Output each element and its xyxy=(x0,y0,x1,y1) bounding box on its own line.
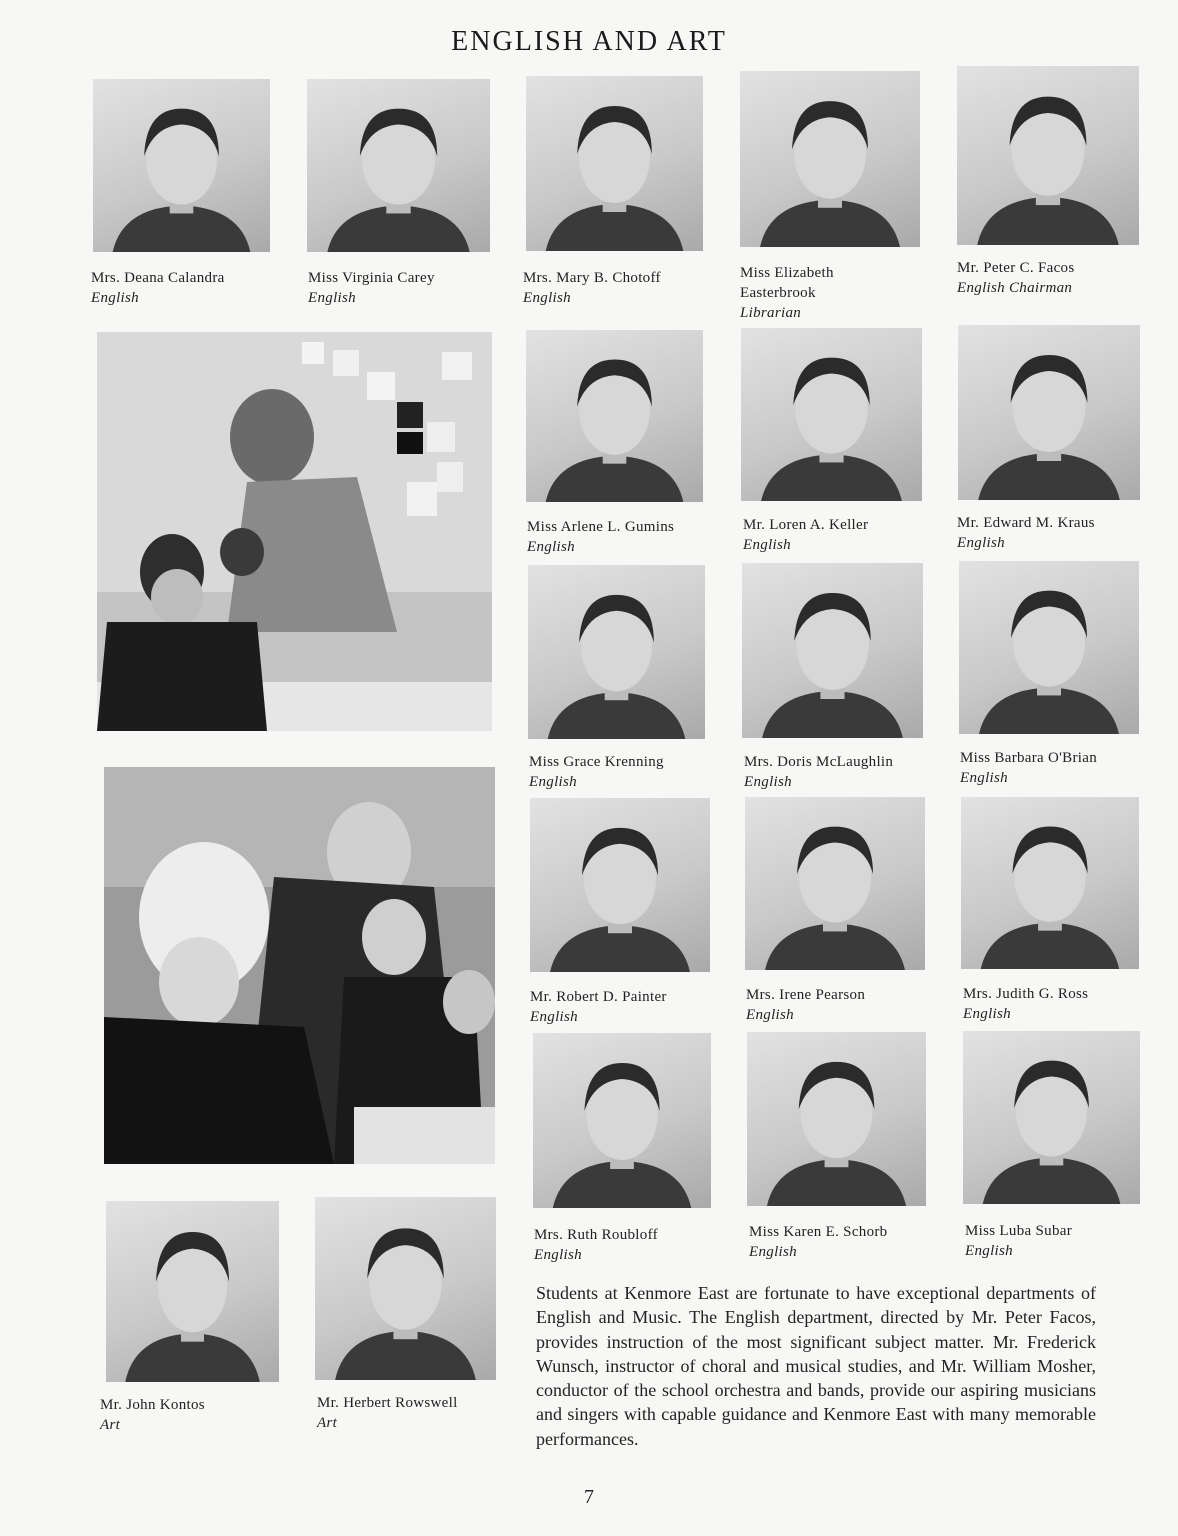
faculty-name: Miss Grace Krenning xyxy=(529,754,664,770)
portrait-photo xyxy=(959,561,1139,734)
portrait-photo xyxy=(106,1201,279,1382)
faculty-role: English xyxy=(963,1006,1011,1022)
portrait-photo xyxy=(93,79,270,252)
faculty-name: Miss Arlene L. Gumins xyxy=(527,519,675,535)
faculty-caption xyxy=(743,515,868,555)
faculty-role: English xyxy=(746,1007,794,1023)
faculty-name: Mr. Loren A. Keller xyxy=(743,517,869,533)
faculty-caption xyxy=(963,984,1088,1024)
faculty-name: Mrs. Mary B. Chotoff xyxy=(523,270,661,286)
faculty-caption xyxy=(957,513,1095,553)
faculty-role: Art xyxy=(100,1417,121,1433)
portrait-photo xyxy=(307,79,490,252)
portrait-photo xyxy=(526,76,703,251)
faculty-caption xyxy=(529,752,664,792)
portrait-photo xyxy=(963,1031,1140,1204)
portrait-photo xyxy=(961,797,1139,969)
faculty-name: Mr. John Kontos xyxy=(100,1397,205,1413)
faculty-caption xyxy=(534,1225,658,1265)
faculty-role: English xyxy=(749,1244,797,1260)
faculty-role: English xyxy=(527,539,575,555)
faculty-role: English xyxy=(960,770,1008,786)
faculty-caption xyxy=(957,258,1074,298)
portrait-photo xyxy=(745,797,925,970)
faculty-role: English xyxy=(529,774,577,790)
faculty-name: Mr. Peter C. Facos xyxy=(957,260,1075,276)
portrait-photo xyxy=(957,66,1139,245)
faculty-caption xyxy=(744,752,893,792)
faculty-caption xyxy=(100,1395,205,1435)
faculty-role: Librarian xyxy=(740,305,802,321)
classroom-candid-photo xyxy=(97,332,492,731)
portrait-photo xyxy=(747,1032,926,1206)
faculty-name: Mrs. Judith G. Ross xyxy=(963,986,1089,1002)
faculty-role: English xyxy=(91,290,139,306)
faculty-name: Mr. Herbert Rowswell xyxy=(317,1395,458,1411)
faculty-role: English xyxy=(534,1247,582,1263)
faculty-caption xyxy=(317,1393,458,1433)
portrait-photo xyxy=(315,1197,496,1380)
faculty-role: English xyxy=(308,290,356,306)
faculty-name: Mrs. Irene Pearson xyxy=(746,987,866,1003)
portrait-photo xyxy=(528,565,705,739)
page-title: ENGLISH AND ART xyxy=(451,26,727,57)
faculty-name: Mr. Edward M. Kraus xyxy=(957,515,1095,531)
faculty-name: Mrs. Deana Calandra xyxy=(91,270,225,286)
faculty-caption xyxy=(740,263,900,323)
classroom-candid-photo xyxy=(104,767,495,1164)
faculty-caption xyxy=(960,748,1097,788)
portrait-photo xyxy=(740,71,920,247)
portrait-photo xyxy=(533,1033,711,1208)
faculty-caption xyxy=(530,987,667,1027)
faculty-caption xyxy=(746,985,865,1025)
faculty-caption xyxy=(527,517,674,557)
faculty-role: English xyxy=(744,774,792,790)
faculty-name: Miss Luba Subar xyxy=(965,1223,1072,1239)
faculty-name: Mrs. Doris McLaughlin xyxy=(744,754,894,770)
department-description: Students at Kenmore East are fortunate to have exceptional departments of English and Music. The English department, directed by Mr. Peter Facos, provides instruction of the most significant subject matter. Mr. Frederick Wunsch, instructor of choral and musical studies, and Mr. William Mosher, conductor of the school orchestra and bands, provide our aspiring musicians and singers with capable guidance and Kenmore East with many memorable performances. xyxy=(536,1283,1096,1449)
faculty-role: English xyxy=(965,1243,1013,1259)
faculty-caption xyxy=(308,268,435,308)
faculty-role: English Chairman xyxy=(957,280,1073,296)
faculty-name: Miss Virginia Carey xyxy=(308,270,435,286)
faculty-name: Mrs. Ruth Roubloff xyxy=(534,1227,658,1243)
portrait-photo xyxy=(741,328,922,501)
faculty-name: Mr. Robert D. Painter xyxy=(530,989,667,1005)
faculty-role: Art xyxy=(317,1415,338,1431)
faculty-name: Miss Barbara O'Brian xyxy=(960,750,1098,766)
faculty-role: English xyxy=(957,535,1005,551)
faculty-name: Miss Elizabeth Easterbrook xyxy=(740,265,834,301)
faculty-role: English xyxy=(523,290,571,306)
faculty-role: English xyxy=(530,1009,578,1025)
portrait-photo xyxy=(530,798,710,972)
portrait-photo xyxy=(742,563,923,738)
faculty-name: Miss Karen E. Schorb xyxy=(749,1224,888,1240)
faculty-caption xyxy=(749,1222,887,1262)
portrait-photo xyxy=(526,330,703,502)
faculty-caption xyxy=(965,1221,1072,1261)
faculty-caption xyxy=(523,268,661,308)
page-number: 7 xyxy=(584,1486,594,1508)
portrait-photo xyxy=(958,325,1140,500)
faculty-caption xyxy=(91,268,225,308)
faculty-role: English xyxy=(743,537,791,553)
